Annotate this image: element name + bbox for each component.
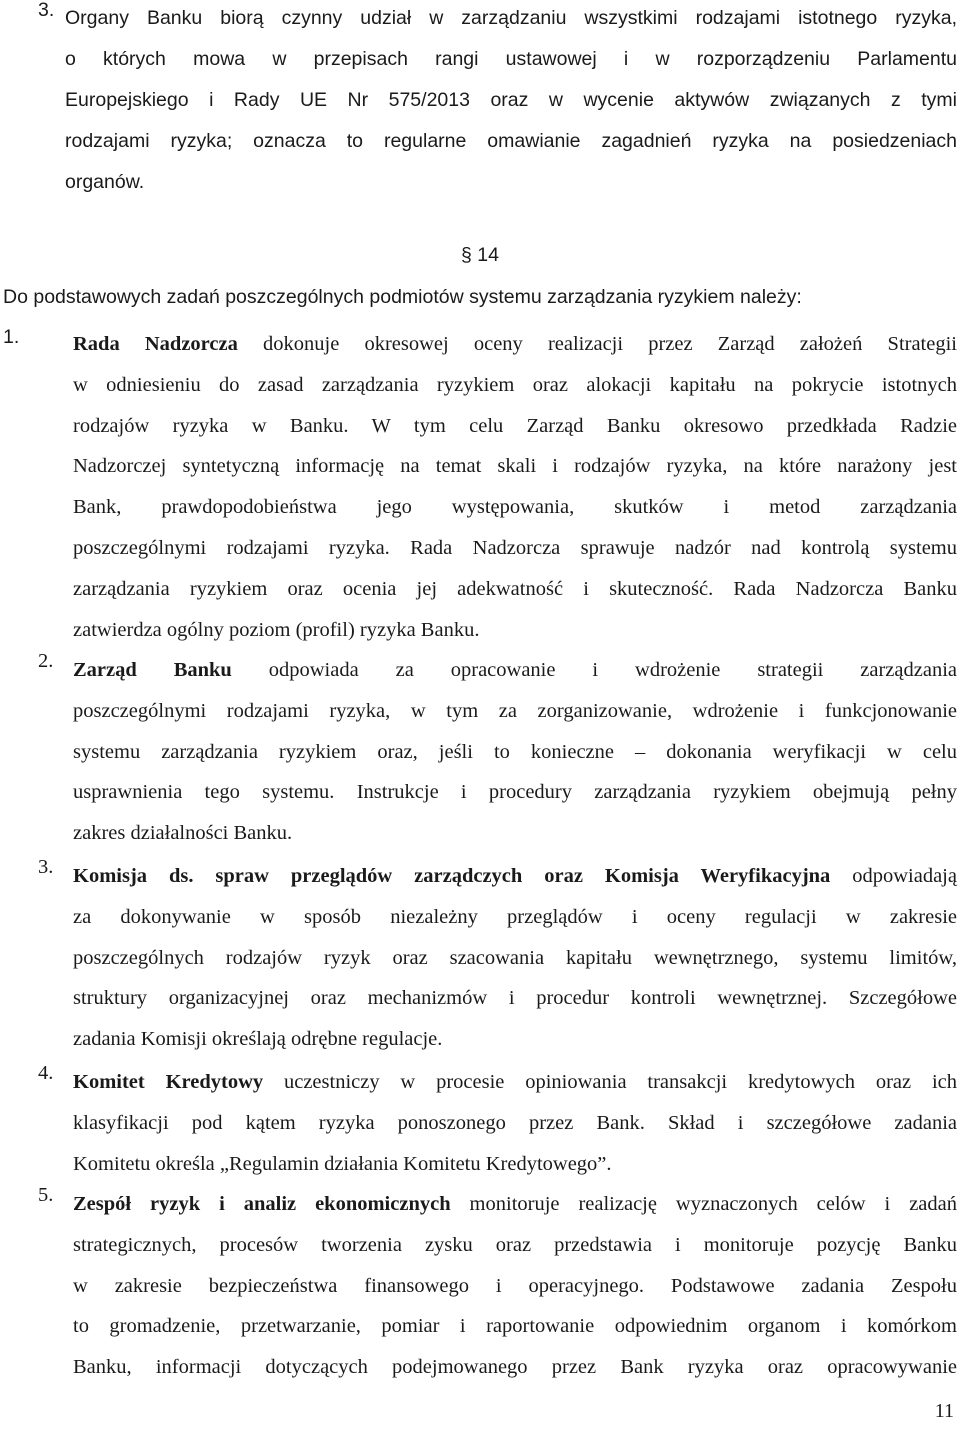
text-line: Komitet Kredytowy uczestniczy w procesie opiniowania transakcji kredytowych oraz ich <box>73 1071 957 1093</box>
item-text <box>73 324 957 650</box>
text-line: zadania Komisji określają odrębne regulacje. <box>73 1028 443 1051</box>
item-title: Zespół ryzyk i analiz ekonomicznych <box>73 1193 451 1215</box>
text-line: organów. <box>65 171 145 193</box>
text-line: struktury organizacyjnej oraz mechanizmów i procedur kontroli wewnętrznej. Szczegółowe <box>73 987 957 1010</box>
text-line: usprawnienia tego systemu. Instrukcje i procedury zarządzania ryzykiem obejmują pełny <box>73 781 957 804</box>
text-line: w odniesieniu do zasad zarządzania ryzykiem oraz alokacji kapitału na pokrycie istotnych <box>73 373 957 396</box>
page-number: 11 <box>934 1400 954 1422</box>
text-line: o których mowa w przepisach rangi ustawowej i w rozporządzeniu Parlamentu <box>65 48 957 70</box>
item-number: 4. <box>38 1062 54 1084</box>
text-line: Komisja ds. spraw przeglądów zarządczych oraz Komisja Weryfikacyjna odpowiadają <box>73 865 957 887</box>
text-line: Europejskiego i Rady UE Nr 575/2013 oraz w wycenie aktywów związanych z tymi <box>65 89 957 111</box>
text-line: w zakresie bezpieczeństwa finansowego i operacyjnego. Podstawowe zadania Zespołu <box>73 1274 957 1297</box>
text-line: Organy Banku biorą czynny udział w zarządzaniu wszystkimi rodzajami istotnego ryzyka, <box>65 7 957 29</box>
item-number: 3. <box>38 0 55 21</box>
text-line: poszczególnymi rodzajami ryzyka. Rada Nadzorcza sprawuje nadzór nad kontrolą systemu <box>73 536 957 559</box>
item-title: Komisja ds. spraw przeglądów zarządczych oraz Komisja Weryfikacyjna <box>73 865 831 887</box>
item-title: Zarząd Banku <box>73 659 232 681</box>
text-line: systemu zarządzania ryzykiem oraz, jeśli to konieczne – dokonania weryfikacji w celu <box>73 740 957 763</box>
item-number: 1. <box>3 326 20 348</box>
text-line: Rada Nadzorcza dokonuje okresowej oceny realizacji przez Zarząd założeń Strategii <box>73 333 957 355</box>
text-line: to gromadzenie, przetwarzanie, pomiar i raportowanie odpowiednim organom i komórkom <box>73 1315 957 1338</box>
text-line: rodzajów ryzyka w Banku. W tym celu Zarząd Banku okresowo przedkłada Radzie <box>73 414 957 437</box>
section-intro: Do podstawowych zadań poszczególnych podmiotów systemu zarządzania ryzykiem należy: <box>3 286 802 308</box>
item-text <box>73 856 957 1060</box>
item-text <box>73 1184 957 1388</box>
text-line: rodzajami ryzyka; oznacza to regularne omawianie zagadnień ryzyka na posiedzeniach <box>65 130 957 152</box>
item-text <box>73 650 957 854</box>
text-line: poszczególnymi rodzajami ryzyka, w tym za zorganizowanie, wdrożenie i funkcjonowanie <box>73 699 957 722</box>
text-line: zatwierdza ogólny poziom (profil) ryzyka Banku. <box>73 618 480 641</box>
text-line: Komitetu określa „Regulamin działania Komitetu Kredytowego”. <box>73 1152 612 1175</box>
text-line: za dokonywanie w sposób niezależny przeglądów i oceny regulacji w zakresie <box>73 905 957 928</box>
text-line: Bank, prawdopodobieństwa jego występowania, skutków i metod zarządzania <box>73 496 957 519</box>
item-number: 5. <box>38 1184 54 1206</box>
text-line: zarządzania ryzykiem oraz ocenia jej adekwatność i skuteczność. Rada Nadzorcza Banku <box>73 577 957 600</box>
text-line: Zarząd Banku odpowiada za opracowanie i wdrożenie strategii zarządzania <box>73 659 957 681</box>
text-line: poszczególnych rodzajów ryzyk oraz szacowania kapitału wewnętrznego, systemu limitów, <box>73 946 957 969</box>
section-heading: § 14 <box>461 244 499 266</box>
item-number: 2. <box>38 650 54 672</box>
text-line: zakres działalności Banku. <box>73 822 293 845</box>
text-line: strategicznych, procesów tworzenia zysku oraz przedstawia i monitoruje pozycję Banku <box>73 1233 957 1256</box>
item-number: 3. <box>38 856 54 878</box>
item-text <box>73 1062 957 1184</box>
text-line: Zespół ryzyk i analiz ekonomicznych monitoruje realizację wyznaczonych celów i zadań <box>73 1193 958 1215</box>
item-title: Komitet Kredytowy <box>73 1071 264 1093</box>
text-line: klasyfikacji pod kątem ryzyka ponoszonego przez Bank. Skład i szczegółowe zadania <box>73 1111 957 1134</box>
text-line: Nadzorczej syntetyczną informację na temat skali i rodzajów ryzyka, na które narażony jest <box>73 455 957 478</box>
item-title: Rada Nadzorcza <box>73 333 238 355</box>
item-text <box>65 0 957 202</box>
text-line: Banku, informacji dotyczących podejmowanego przez Bank ryzyka oraz opracowywanie <box>73 1356 957 1379</box>
